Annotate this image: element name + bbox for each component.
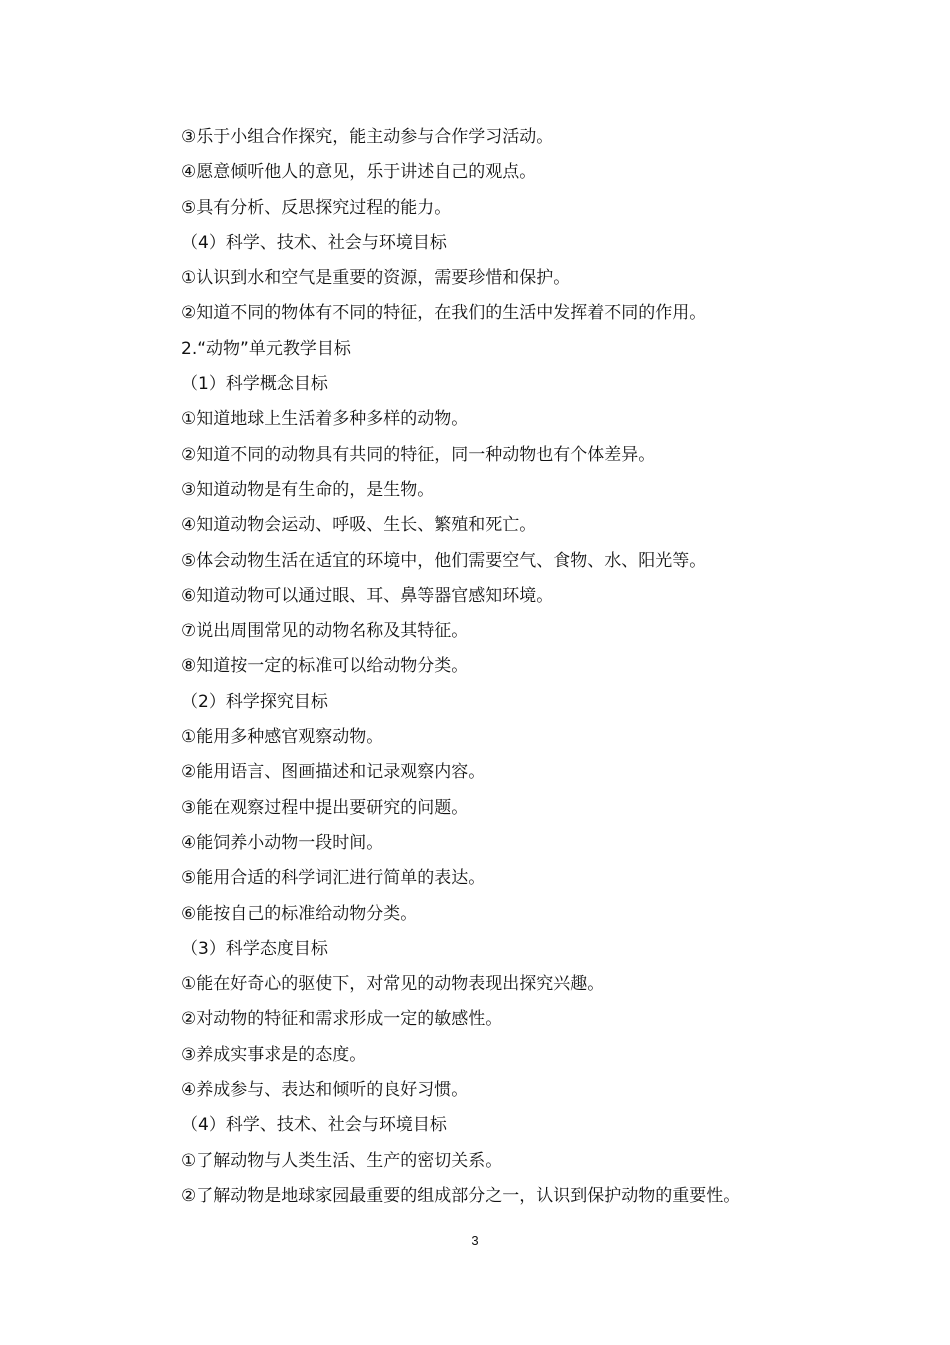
section-heading: （4）科学、技术、社会与环境目标 — [181, 1115, 447, 1136]
section-heading: （4）科学、技术、社会与环境目标 — [181, 232, 447, 253]
text-line: ④养成参与、表达和倾听的良好习惯。 — [181, 1080, 469, 1101]
text-line: ①知道地球上生活着多种多样的动物。 — [181, 409, 469, 430]
text-line: ①能在好奇心的驱使下，对常见的动物表现出探究兴趣。 — [181, 974, 605, 995]
text-line: ⑤能用合适的科学词汇进行简单的表达。 — [181, 868, 486, 889]
text-line: ⑧知道按一定的标准可以给动物分类。 — [181, 656, 469, 677]
text-line: ②能用语言、图画描述和记录观察内容。 — [181, 762, 486, 783]
page-number: 3 — [471, 1233, 479, 1248]
text-line: ④愿意倾听他人的意见，乐于讲述自己的观点。 — [181, 162, 537, 183]
text-line: ⑥能按自己的标准给动物分类。 — [181, 903, 418, 924]
text-line: ⑦说出周围常见的动物名称及其特征。 — [181, 621, 469, 642]
text-line: ③知道动物是有生命的，是生物。 — [181, 479, 435, 500]
text-line: ⑥知道动物可以通过眼、耳、鼻等器官感知环境。 — [181, 585, 554, 606]
text-line: ②知道不同的物体有不同的特征，在我们的生活中发挥着不同的作用。 — [181, 303, 707, 324]
text-line: ①了解动物与人类生活、生产的密切关系。 — [181, 1150, 503, 1171]
text-line: ③养成实事求是的态度。 — [181, 1044, 367, 1065]
text-line: ②知道不同的动物具有共同的特征，同一种动物也有个体差异。 — [181, 444, 656, 465]
text-line: ⑤体会动物生活在适宜的环境中，他们需要空气、食物、水、阳光等。 — [181, 550, 707, 571]
text-line: ②了解动物是地球家园最重要的组成部分之一，认识到保护动物的重要性。 — [181, 1185, 741, 1206]
text-line: ①能用多种感官观察动物。 — [181, 727, 384, 748]
text-line: ④知道动物会运动、呼吸、生长、繁殖和死亡。 — [181, 515, 537, 536]
text-line: ②对动物的特征和需求形成一定的敏感性。 — [181, 1009, 503, 1030]
section-heading: （2）科学探究目标 — [181, 691, 328, 712]
text-line: ③乐于小组合作探究，能主动参与合作学习活动。 — [181, 127, 554, 147]
text-line: ①认识到水和空气是重要的资源，需要珍惜和保护。 — [181, 268, 571, 289]
unit-heading: 2.“动物”单元教学目标 — [181, 338, 351, 359]
text-line: ⑤具有分析、反思探究过程的能力。 — [181, 197, 452, 218]
section-heading: （1）科学概念目标 — [181, 374, 328, 395]
text-line: ③能在观察过程中提出要研究的问题。 — [181, 797, 469, 818]
text-line: ④能饲养小动物一段时间。 — [181, 832, 384, 853]
page-content — [181, 120, 881, 1214]
section-heading: （3）科学态度目标 — [181, 938, 328, 959]
